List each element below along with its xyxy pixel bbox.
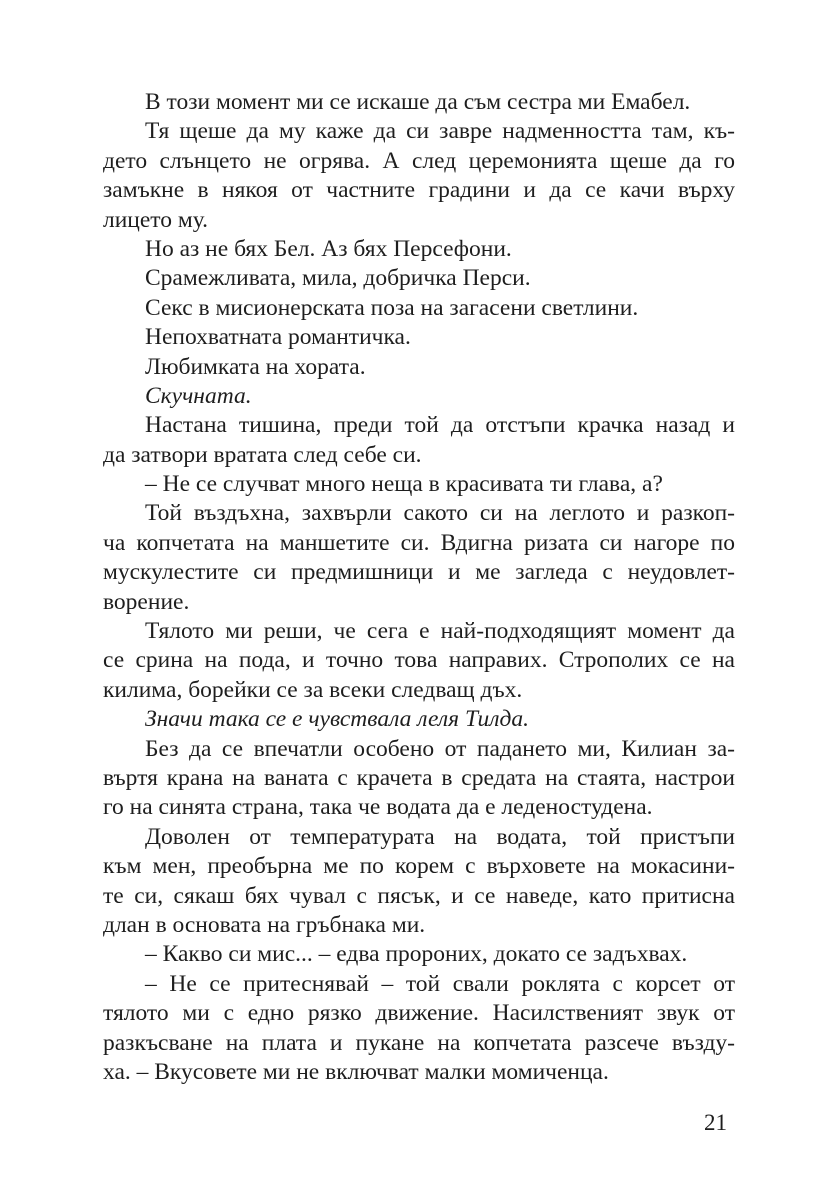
- text-line: ворение.: [103, 588, 190, 615]
- page-number: 21: [704, 1110, 727, 1135]
- text-line: Тялото ми реши, че сега е най-подходящият момент да: [145, 618, 735, 645]
- body-text: [103, 88, 735, 1087]
- text-line: те си, сякаш бях чувал с пясък, и се наведе, като притисна: [103, 882, 735, 909]
- text-line: Срамежливата, мила, добричка Перси.: [145, 265, 531, 292]
- text-line: да затвори вратата след себе си.: [103, 441, 422, 468]
- text-line: ча копчетата на маншетите си. Вдигна ризата си нагоре по: [103, 529, 735, 556]
- text-line: Тя щеше да му каже да си завре надменността там, къ-: [145, 118, 735, 145]
- text-line: Скучната.: [145, 382, 252, 409]
- text-line: Без да се впечатли особено от падането ми, Килиан за-: [145, 735, 735, 762]
- text-line: го на синята страна, така че водата да е леденостудена.: [103, 794, 653, 821]
- text-line: Любимката на хората.: [145, 353, 366, 380]
- text-line: – Не се случват много неща в красивата ти глава, а?: [145, 471, 663, 498]
- text-line: лицето му.: [103, 206, 209, 233]
- text-line: В този момент ми се искаше да съм сестра ми Емабел.: [145, 89, 691, 115]
- text-line: към мен, преобърна ме по корем с върховете на мокасини-: [103, 853, 735, 880]
- text-line: длан в основата на гръбнака ми.: [103, 911, 426, 938]
- text-line: разкъсване на плата и пукане на копчетата разсече възду-: [103, 1029, 735, 1056]
- text-line: – Какво си мис... – едва пророних, докато се задъхвах.: [145, 941, 688, 968]
- text-line: Но аз не бях Бел. Аз бях Персефони.: [145, 235, 512, 262]
- text-line: въртя крана на ваната с крачета в средата на стаята, настрои: [103, 764, 735, 791]
- text-line: Доволен от температурата на водата, той пристъпи: [145, 823, 735, 850]
- text-line: ха. – Вкусовете ми не включват малки момиченца.: [103, 1058, 609, 1085]
- text-line: се срина на пода, и точно това направих. Строполих се на: [103, 647, 735, 674]
- text-line: килима, борейки се за всеки следващ дъх.: [103, 676, 523, 703]
- text-line: тялото ми с едно рязко движение. Насилственият звук от: [103, 1000, 735, 1027]
- text-line: замъкне в някоя от частните градини и да се качи върху: [103, 177, 735, 204]
- text-line: Секс в мисионерската поза на загасени светлини.: [145, 294, 639, 321]
- text-line: Непохватната романтичка.: [145, 324, 411, 351]
- text-line: Той въздъхна, захвърли сакото си на леглото и разкоп-: [145, 500, 735, 527]
- text-line: дето слънцето не огрява. А след церемонията щеше да го: [103, 147, 735, 174]
- text-line: Значи така се е чувствала леля Тилда.: [145, 706, 529, 733]
- text-line: – Не се притеснявай – той свали роклята с корсет от: [145, 970, 735, 997]
- text-line: мускулестите си предмишници и ме загледа с неудовлет-: [103, 559, 735, 586]
- text-line: Настана тишина, преди той да отстъпи крачка назад и: [145, 412, 735, 439]
